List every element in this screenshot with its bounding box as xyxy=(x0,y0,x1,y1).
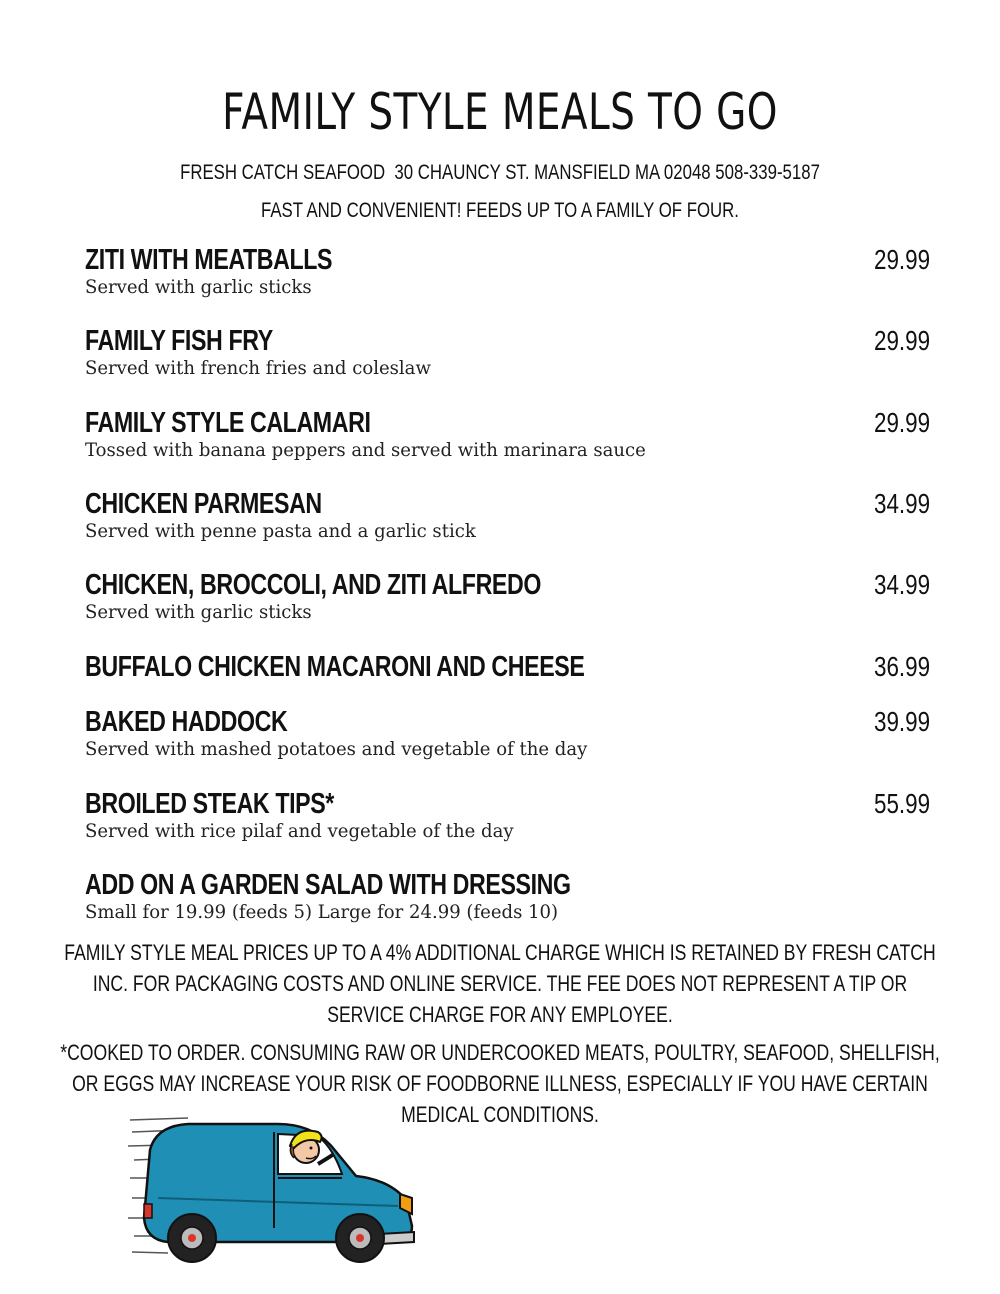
menu-item-name: BAKED HADDOCK xyxy=(85,706,288,738)
service-fee-text: FAMILY STYLE MEAL PRICES UP TO A 4% ADDITIONAL CHARGE WHICH IS RETAINED BY FRESH CATCH INC. FOR PACKAGING COSTS AND ONLINE SERVICE. THE FEE DOES NOT REPRESENT A TIP OR SERVICE CHARGE FOR ANY EMPLOYEE. xyxy=(64,940,936,1027)
menu-item-name: BUFFALO CHICKEN MACARONI AND CHEESE xyxy=(85,651,585,683)
menu-item-description: Served with rice pilaf and vegetable of the day xyxy=(85,820,514,842)
menu-item-price: 29.99 xyxy=(873,244,930,275)
menu-item-price: 34.99 xyxy=(873,488,930,519)
menu-item-price: 39.99 xyxy=(873,706,930,737)
menu-item-name: CHICKEN PARMESAN xyxy=(85,488,322,520)
tagline: FAST AND CONVENIENT! FEEDS UP TO A FAMILY OF FOUR. xyxy=(261,199,739,222)
menu-item-description: Served with penne pasta and a garlic stick xyxy=(85,520,476,542)
addon-item-name: ADD ON A GARDEN SALAD WITH DRESSING xyxy=(85,869,571,901)
page-title: FAMILY STYLE MEALS TO GO xyxy=(222,83,778,141)
food-safety-text: *COOKED TO ORDER. CONSUMING RAW OR UNDERCOOKED MEATS, POULTRY, SEAFOOD, SHELLFISH, OR EGGS MAY INCREASE YOUR RISK OF FOODBORNE ILLNESS, ESPECIALLY IF YOU HAVE CERTAIN MEDICAL CONDITIONS. xyxy=(60,1040,940,1127)
menu-item-description: Tossed with banana peppers and served with marinara sauce xyxy=(85,439,646,461)
menu-item-price: 55.99 xyxy=(873,788,930,819)
addon-item-description: Small for 19.99 (feeds 5) Large for 24.99 (feeds 10) xyxy=(85,901,559,923)
menu-item-description: Served with garlic sticks xyxy=(85,601,312,623)
menu-item-price: 36.99 xyxy=(873,651,930,682)
menu-item-price: 34.99 xyxy=(873,569,930,600)
service-fee-notice xyxy=(60,937,940,1030)
menu-item-price: 29.99 xyxy=(873,325,930,356)
menu-item-description: Served with french fries and coleslaw xyxy=(85,357,431,379)
menu-item-description: Served with garlic sticks xyxy=(85,276,312,298)
menu-item-name: BROILED STEAK TIPS* xyxy=(85,788,334,820)
menu-item-name: FAMILY FISH FRY xyxy=(85,325,273,357)
menu-item-price: 29.99 xyxy=(873,407,930,438)
menu-item-description: Served with mashed potatoes and vegetable of the day xyxy=(85,738,588,760)
menu-item-name: ZITI WITH MEATBALLS xyxy=(85,244,333,276)
menu-item-name: FAMILY STYLE CALAMARI xyxy=(85,407,371,439)
restaurant-address: FRESH CATCH SEAFOOD 30 CHAUNCY ST. MANSFIELD MA 02048 508-339-5187 xyxy=(180,161,820,184)
menu-item-name: CHICKEN, BROCCOLI, AND ZITI ALFREDO xyxy=(85,569,541,601)
delivery-van-icon xyxy=(128,1108,428,1268)
